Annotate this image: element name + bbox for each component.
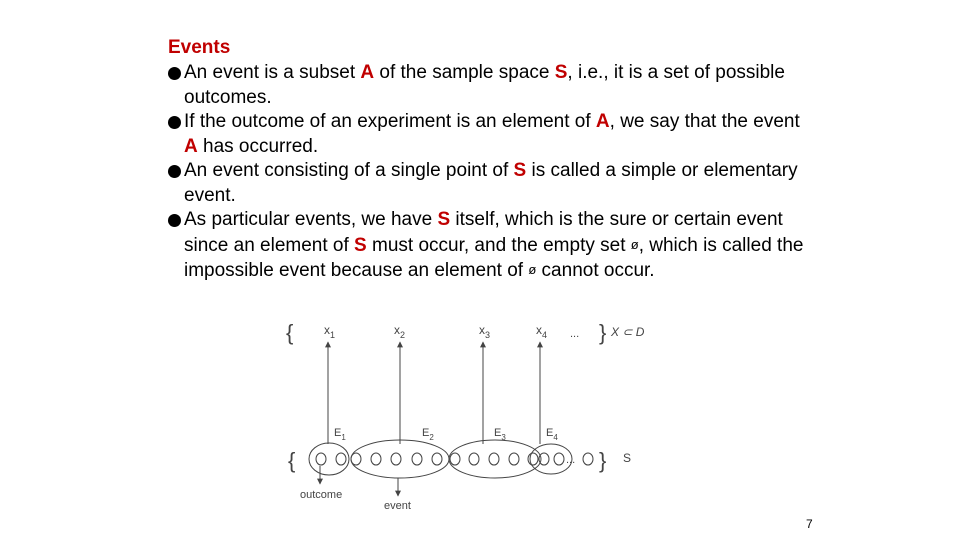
empty-set-symbol: ø (630, 236, 639, 252)
sample-point (351, 453, 361, 465)
sample-point (316, 453, 326, 465)
event-ellipses (309, 440, 572, 478)
top-label-x3-base: x (479, 323, 485, 337)
sample-point (391, 453, 401, 465)
bullet-text: , i.e., it is a set of possible outcomes. (184, 62, 785, 108)
bullet-dot-icon (168, 214, 181, 227)
sample-point (412, 453, 422, 465)
bullet-text: An event is a subset (184, 62, 361, 83)
arrows (320, 342, 540, 496)
bullet-text: is called a simple or elementary event. (184, 160, 798, 206)
top-label-x2-base: x (394, 323, 400, 337)
bottom-ellipsis: ... (566, 454, 576, 466)
event-label-e1-base: E (334, 427, 342, 439)
top-label-x3-sub: 3 (485, 330, 491, 340)
event-labels (334, 427, 558, 442)
top-label-x2 (394, 323, 405, 340)
bullet-list (168, 61, 808, 284)
sample-point (432, 453, 442, 465)
bullet-item (168, 208, 808, 284)
highlight-term: S (354, 234, 367, 256)
event-label-e1-sub: 1 (341, 433, 346, 442)
sample-space-diagram (280, 316, 660, 516)
highlight-term: A (595, 111, 610, 132)
event-ellipse-e1 (309, 443, 349, 475)
bullet-text: An event consisting of a single point of (184, 160, 514, 181)
sample-points (316, 453, 593, 465)
sample-point (336, 453, 346, 465)
top-labels (324, 323, 547, 340)
event-label-e4-sub: 4 (553, 433, 558, 442)
bullet-text: If the outcome of an experiment is an element of (184, 111, 596, 132)
event-label-e2 (422, 427, 434, 442)
bullet-dot-icon (168, 165, 181, 178)
bullet-item (168, 61, 808, 110)
empty-set-symbol: ø (528, 262, 537, 277)
top-label-x1-sub: 1 (330, 330, 336, 340)
highlight-term: A (184, 135, 198, 157)
event-label-e2-sub: 2 (429, 433, 434, 442)
top-close-brace: } (599, 320, 607, 345)
sample-point (450, 453, 460, 465)
bottom-close-brace: } (599, 448, 607, 473)
top-open-brace: { (286, 320, 294, 345)
event-label-e4-base: E (546, 427, 554, 439)
top-label-x4-base: x (536, 323, 542, 337)
bullet-text: itself, which is the sure or certain event since an element of (184, 209, 783, 256)
bullet-item (168, 110, 808, 159)
event-ellipse-e2 (351, 440, 449, 478)
sample-point-last (583, 453, 593, 465)
event-label-e3-base: E (494, 427, 502, 439)
sample-point (371, 453, 381, 465)
bullet-text: of the sample space (374, 62, 555, 83)
top-label-x4 (536, 323, 547, 340)
bullet-dot-icon (168, 67, 181, 80)
event-label: event (384, 500, 411, 512)
bullet-text: , we say that the event (609, 111, 800, 132)
highlight-term: S (437, 209, 451, 230)
bullet-text: must occur, and the empty set (366, 234, 631, 256)
sample-point (509, 453, 519, 465)
event-label-e3-sub: 3 (501, 433, 506, 442)
top-label-x2-sub: 2 (400, 330, 406, 340)
event-label-e1 (334, 427, 346, 442)
bullet-text: As particular events, we have (184, 209, 438, 230)
bullet-text: has occurred. (197, 135, 319, 157)
top-label-x4-sub: 4 (542, 330, 548, 340)
event-label-e4 (546, 427, 558, 442)
bullet-item (168, 159, 808, 208)
event-label-e2-base: E (422, 427, 430, 439)
bottom-open-brace: { (288, 448, 296, 473)
top-label-x1 (324, 323, 335, 340)
subset-relation: X ⊂ D (611, 325, 645, 339)
sample-point (554, 453, 564, 465)
top-ellipsis: ... (570, 328, 580, 340)
bullet-dot-icon (168, 116, 181, 129)
top-label-x3 (479, 323, 490, 340)
sample-point (469, 453, 479, 465)
bullet-text: , which is called the impossible event because an element of (184, 234, 804, 281)
event-ellipse-e3 (449, 440, 541, 478)
sample-space-label: S (623, 451, 632, 465)
highlight-term: S (513, 160, 527, 181)
top-label-x1-base: x (324, 323, 330, 337)
page-number: 7 (806, 517, 813, 531)
sample-point (489, 453, 499, 465)
slide-title: Events (168, 37, 231, 58)
highlight-term: A (360, 62, 375, 83)
highlight-term: S (554, 62, 568, 83)
bullet-text: cannot occur. (536, 260, 655, 281)
outcome-label: outcome (300, 489, 343, 501)
